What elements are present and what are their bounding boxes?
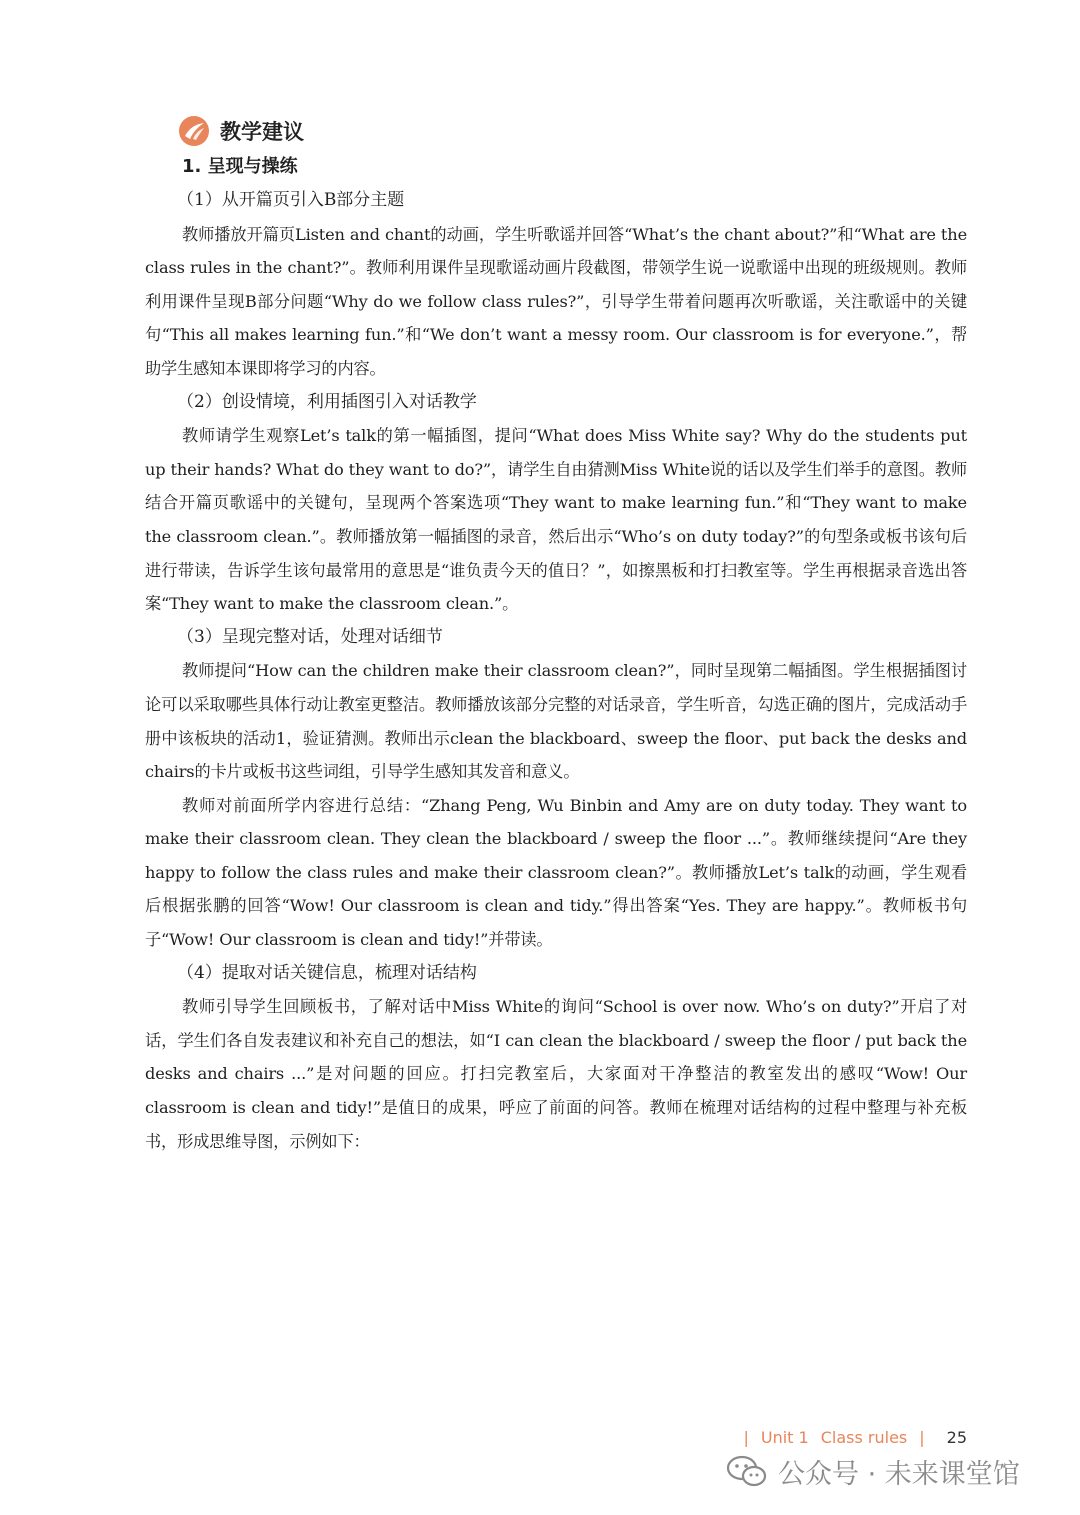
page-number: 25 <box>946 1428 967 1447</box>
swoosh-icon <box>178 115 210 147</box>
footer-separator: | <box>919 1428 925 1447</box>
subheading-3: （3）呈现完整对话，处理对话细节 <box>177 626 443 647</box>
watermark-text: 公众号 · 未来课堂馆 <box>778 1459 1020 1490</box>
wechat-icon <box>726 1454 768 1490</box>
body-content <box>145 150 967 1158</box>
paragraph: 教师引导学生回顾板书，了解对话中Miss White的询问“School is over now. Who’s on duty?”开启了对话，学生们各自发表建议和补充自己的想法，如“I can clean the blackboard / sweep the floor / put back the desks and chairs ...”是对问题的回应。打扫完教室后，大家面对干净整洁的教室发出的感叹“Wow! Our classroom is clean and tidy!”是值日的成果，呼应了前面的问答。教师在梳理对话结构的过程中整理与补充板书，形成思维导图，示例如下： <box>145 997 967 1151</box>
subheading-2: （2）创设情境，利用插图引入对话教学 <box>177 391 477 412</box>
subheading-1: （1）从开篇页引入B部分主题 <box>177 190 405 210</box>
watermark <box>726 1452 1020 1491</box>
footer-unit: Unit 1 <box>760 1428 809 1447</box>
paragraph: 教师提问“How can the children make their classroom clean?”，同时呈现第二幅插图。学生根据插图讨论可以采取哪些具体行动让教室更整洁。教师播放该部分完整的对话录音，学生听音，勾选正确的图片，完成活动手册中该板块的活动1，验证猜测。教师出示clean the blackboard、sweep the floor、put back the desks and chairs的卡片或板书这些词组，引导学生感知其发音和意义。 <box>145 661 967 782</box>
heading-presentation-practice: 1. 呈现与操练 <box>182 156 298 177</box>
paragraph: 教师请学生观察Let’s talk的第一幅插图，提问“What does Miss White say? Why do the students put up their hands? What do they want to do?”，请学生自由猜测Miss White说的话以及学生们举手的意图。教师结合开篇页歌谣中的关键句，呈现两个答案选项“They want to make learning fun.”和“They want to make the classroom clean.”。教师播放第一幅插图的录音，然后出示“Who’s on duty today?”的句型条或板书该句后进行带读，告诉学生该句最常用的意思是“谁负责今天的值日？”，如擦黑板和打扫教室等。学生再根据录音选出答案“They want to make the classroom clean.”。 <box>145 426 967 614</box>
section-title: 教学建议 <box>220 120 304 144</box>
section-header <box>178 112 304 150</box>
subheading-4: （4）提取对话关键信息，梳理对话结构 <box>177 962 477 983</box>
footer-separator: | <box>743 1428 749 1447</box>
paragraph: 教师对前面所学内容进行总结：“Zhang Peng, Wu Binbin and Amy are on duty today. They want to make their classroom clean. They clean the blackboard / sweep the floor ...”。教师继续提问“Are they happy to follow the class rules and make their classroom clean?”。教师播放Let’s talk的动画，学生观看后根据张鹏的回答“Wow! Our classroom is clean and tidy.”得出答案“Yes. They are happy.”。教师板书句子“Wow! Our classroom is clean and tidy!”并带读。 <box>145 795 967 950</box>
page-footer <box>743 1428 967 1447</box>
footer-title: Class rules <box>820 1428 908 1447</box>
paragraph: 教师播放开篇页Listen and chant的动画，学生听歌谣并回答“What’s the chant about?”和“What are the class rules in the chant?”。教师利用课件呈现歌谣动画片段截图，带领学生说一说歌谣中出现的班级规则。教师利用课件呈现B部分问题“Why do we follow class rules?”，引导学生带着问题再次听歌谣，关注歌谣中的关键句“This all makes learning fun.”和“We don’t want a messy room. Our classroom is for everyone.”，帮助学生感知本课即将学习的内容。 <box>145 224 967 378</box>
